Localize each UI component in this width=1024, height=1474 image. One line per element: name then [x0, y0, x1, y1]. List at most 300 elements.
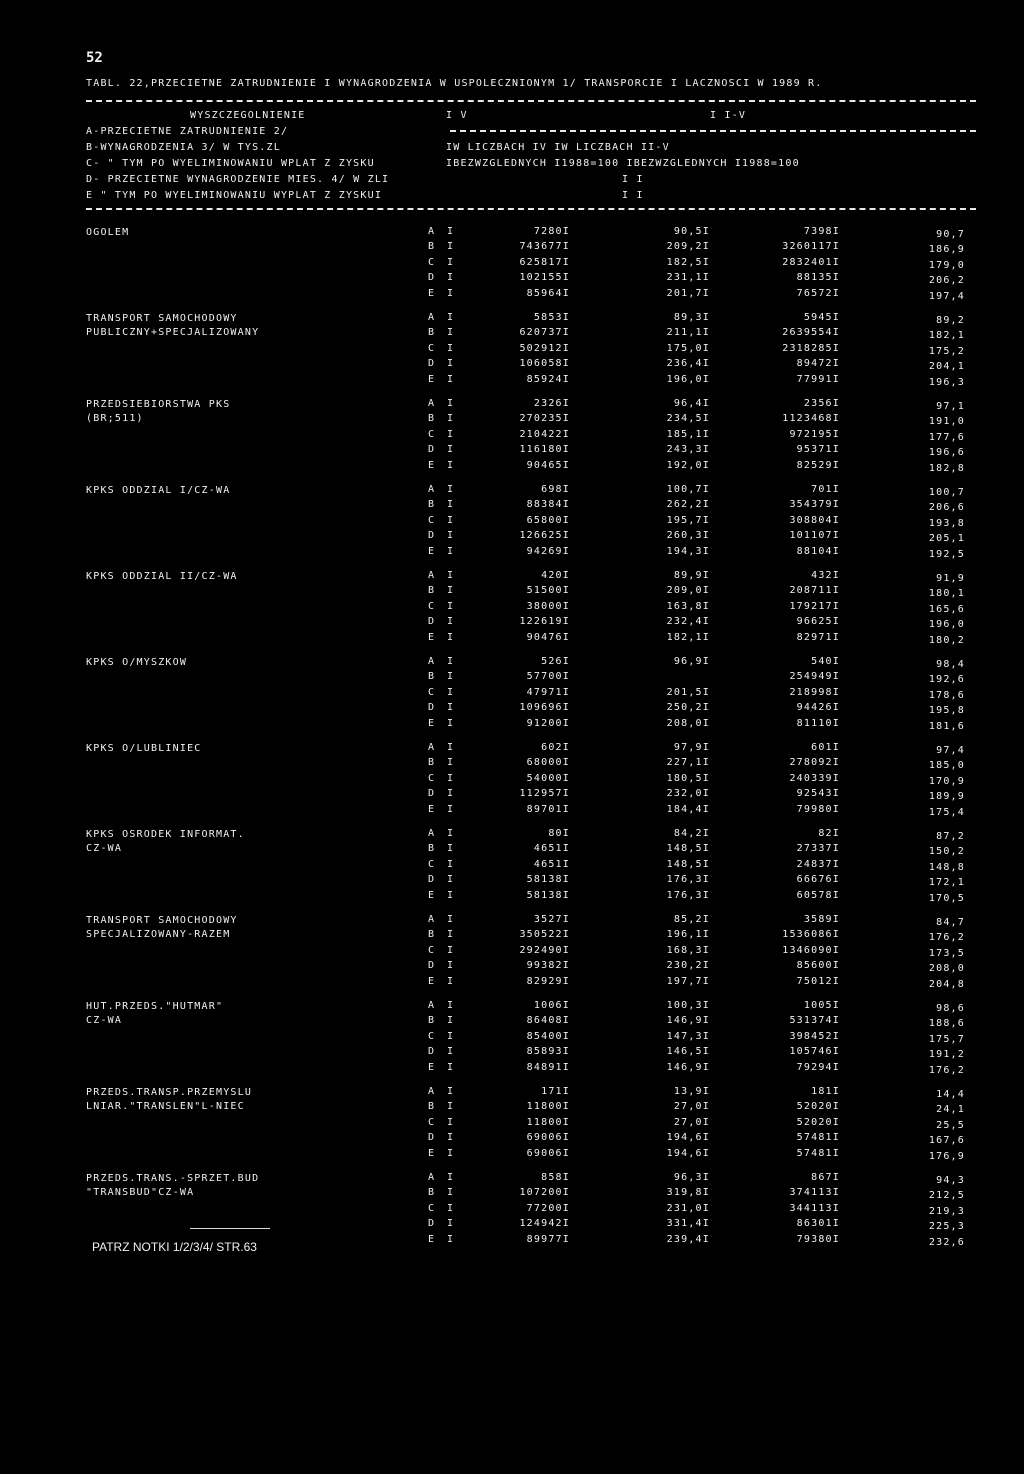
table-cell: 24837I — [796, 858, 840, 870]
table-cell: 94269I — [526, 545, 570, 557]
table-cell: 196,6 — [928, 447, 965, 459]
column-separator: I — [447, 828, 455, 839]
table-cell: 193,8 — [928, 517, 965, 529]
row-label: A — [428, 828, 436, 839]
table-cell: 124942I — [519, 1218, 570, 1230]
column-separator: I — [447, 484, 455, 495]
table-cell: 146,9I — [666, 1015, 710, 1027]
row-label: B — [428, 1187, 436, 1199]
table-cell: 1123468I — [782, 413, 840, 425]
table-cell: 25,5 — [936, 1119, 965, 1131]
table-cell: 197,7I — [666, 975, 710, 987]
table-cell: 331,4I — [666, 1218, 710, 1230]
table-cell: 14,4 — [936, 1089, 965, 1100]
table-cell: 211,1I — [666, 327, 710, 339]
column-separator: I — [447, 1046, 455, 1058]
row-label: D — [428, 1132, 436, 1144]
table-cell: 80I — [548, 828, 570, 839]
column-separator: I — [447, 241, 455, 253]
table-cell: 185,0 — [928, 760, 965, 772]
table-cell: 502912I — [519, 342, 570, 354]
table-cell: 4651I — [533, 858, 570, 870]
table-cell: 218998I — [789, 686, 840, 698]
row-label: A — [428, 398, 436, 409]
table-cell: 75012I — [796, 975, 840, 987]
row-label: D — [428, 1218, 436, 1230]
table-cell: 146,9I — [666, 1061, 710, 1073]
column-separator: I — [447, 499, 455, 511]
row-label: D — [428, 1046, 436, 1058]
row-label: B — [428, 499, 436, 511]
table-cell: 5853I — [533, 312, 570, 323]
row-label: C — [428, 256, 436, 268]
section-name: TRANSPORT SAMOCHODOWY PUBLICZNY+SPECJALIZOWANY — [86, 313, 260, 338]
row-label: E — [428, 373, 436, 385]
column-separator: I — [447, 312, 455, 323]
row-label: D — [428, 272, 436, 284]
section-name: KPKS ODDZIAL II/CZ-WA — [86, 571, 238, 582]
row-label: E — [428, 545, 436, 557]
row-label: A — [428, 742, 436, 753]
column-separator: I — [447, 960, 455, 972]
table-cell: 13,9I — [673, 1086, 710, 1097]
column-separator: I — [447, 545, 455, 557]
table-cell: 175,0I — [666, 342, 710, 354]
header-col-v: I V — [446, 110, 468, 121]
column-separator: I — [447, 459, 455, 471]
table-cell: 163,8I — [666, 600, 710, 612]
table-cell: 194,3I — [666, 545, 710, 557]
table-cell: 89472I — [796, 358, 840, 370]
table-cell: 208,0 — [928, 963, 965, 975]
table-cell: 176,2 — [928, 932, 965, 944]
table-cell: 3260117I — [782, 241, 840, 253]
table-cell: 147,3I — [666, 1030, 710, 1042]
column-separator: I — [447, 616, 455, 628]
table-cell: 100,7I — [666, 484, 710, 495]
row-label: B — [428, 757, 436, 769]
table-cell: 192,6 — [928, 674, 965, 686]
table-cell: 105746I — [789, 1046, 840, 1058]
table-cell: 3527I — [533, 914, 570, 925]
table-title: TABL. 22,PRZECIETNE ZATRUDNIENIE I WYNAGRODZENIA W USPOLECZNIONYM 1/ TRANSPORCIE I LACZNOSCI W 1989 R. — [86, 78, 823, 89]
table-cell: 181I — [811, 1086, 840, 1097]
table-cell: 176,3I — [666, 889, 710, 901]
column-separator: I — [447, 975, 455, 987]
column-separator: I — [447, 1101, 455, 1113]
table-cell: 234,5I — [666, 413, 710, 425]
table-cell: 182,5I — [666, 256, 710, 268]
row-label: B — [428, 929, 436, 941]
table-cell: 116180I — [519, 444, 570, 456]
section-name: KPKS O/MYSZKOW — [86, 657, 188, 668]
table-cell: 88104I — [796, 545, 840, 557]
table-cell: 208711I — [789, 585, 840, 597]
row-label: C — [428, 600, 436, 612]
table-cell: 170,5 — [928, 892, 965, 904]
row-label: C — [428, 858, 436, 870]
column-separator: I — [447, 1030, 455, 1042]
header-d-right: I I — [622, 174, 644, 185]
table-cell: 231,1I — [666, 272, 710, 284]
table-cell: 432I — [811, 570, 840, 581]
table-cell: 165,6 — [928, 603, 965, 615]
table-cell: 208,0I — [666, 717, 710, 729]
table-cell: 96,3I — [673, 1172, 710, 1183]
table-cell: 168,3I — [666, 944, 710, 956]
table-cell: 398452I — [789, 1030, 840, 1042]
column-separator: I — [447, 631, 455, 643]
row-label: A — [428, 914, 436, 925]
header-b-right: IW LICZBACH IV IW LICZBACH II-V — [446, 142, 670, 153]
row-label: C — [428, 772, 436, 784]
table-cell: 96625I — [796, 616, 840, 628]
table-cell: 178,6 — [928, 689, 965, 701]
column-separator: I — [447, 327, 455, 339]
column-separator: I — [447, 914, 455, 925]
table-cell: 698I — [541, 484, 570, 495]
table-cell: 209,2I — [666, 241, 710, 253]
table-cell: 194,6I — [666, 1147, 710, 1159]
table-cell: 52020I — [796, 1116, 840, 1128]
row-label: D — [428, 358, 436, 370]
column-separator: I — [447, 717, 455, 729]
column-separator: I — [447, 702, 455, 714]
row-label: E — [428, 1061, 436, 1073]
row-label: A — [428, 570, 436, 581]
section-name: KPKS O/LUBLINIEC — [86, 743, 202, 754]
table-cell: 86301I — [796, 1218, 840, 1230]
row-label: B — [428, 1101, 436, 1113]
table-cell: 96,9I — [673, 656, 710, 667]
table-cell: 625817I — [519, 256, 570, 268]
table-cell: 69006I — [526, 1147, 570, 1159]
column-separator: I — [447, 226, 455, 237]
table-cell: 81110I — [796, 717, 840, 729]
column-separator: I — [447, 772, 455, 784]
table-cell: 79980I — [796, 803, 840, 815]
column-separator: I — [447, 1116, 455, 1128]
table-cell: 87,2 — [936, 831, 965, 842]
table-cell: 100,3I — [666, 1000, 710, 1011]
table-cell: 79380I — [796, 1233, 840, 1245]
table-cell: 180,1 — [928, 588, 965, 600]
table-cell: 57700I — [526, 671, 570, 683]
table-cell: 102155I — [519, 272, 570, 284]
footnote: PATRZ NOTKI 1/2/3/4/ STR.63 — [92, 1240, 257, 1254]
table-cell: 96,4I — [673, 398, 710, 409]
table-cell: 3589I — [803, 914, 840, 925]
table-cell: 85400I — [526, 1030, 570, 1042]
table-cell: 76572I — [796, 287, 840, 299]
column-separator: I — [447, 600, 455, 612]
table-cell: 150,2 — [928, 846, 965, 858]
section-name: PRZEDS.TRANS.-SPRZET.BUD "TRANSBUD"CZ-WA — [86, 1173, 260, 1198]
table-cell: 173,5 — [928, 947, 965, 959]
table-cell: 91,9 — [936, 573, 965, 584]
row-label: B — [428, 327, 436, 339]
row-label: D — [428, 960, 436, 972]
divider — [86, 208, 976, 210]
table-cell: 97,1 — [936, 401, 965, 412]
header-a: A-PRZECIETNE ZATRUDNIENIE 2/ — [86, 126, 289, 137]
row-label: E — [428, 631, 436, 643]
table-cell: 225,3 — [928, 1221, 965, 1233]
table-cell: 90,5I — [673, 226, 710, 237]
row-label: A — [428, 226, 436, 237]
table-cell: 2356I — [803, 398, 840, 409]
column-separator: I — [447, 671, 455, 683]
table-cell: 82971I — [796, 631, 840, 643]
table-cell: 122619I — [519, 616, 570, 628]
column-separator: I — [447, 358, 455, 370]
column-separator: I — [447, 342, 455, 354]
table-cell: 182,8 — [928, 462, 965, 474]
table-cell: 11800I — [526, 1116, 570, 1128]
section-name: PRZEDS.TRANSP.PRZEMYSLU LNIAR."TRANSLEN"L-NIEC — [86, 1087, 253, 1112]
table-cell: 182,1I — [666, 631, 710, 643]
column-separator: I — [447, 686, 455, 698]
column-separator: I — [447, 1233, 455, 1245]
table-cell: 100,7 — [928, 487, 965, 498]
table-cell: 205,1 — [928, 533, 965, 545]
table-cell: 84891I — [526, 1061, 570, 1073]
table-cell: 88384I — [526, 499, 570, 511]
table-cell: 97,9I — [673, 742, 710, 753]
table-cell: 98,4 — [936, 659, 965, 670]
table-cell: 204,1 — [928, 361, 965, 373]
column-separator: I — [447, 444, 455, 456]
row-label: A — [428, 312, 436, 323]
column-separator: I — [447, 1015, 455, 1027]
table-cell: 65800I — [526, 514, 570, 526]
table-cell: 1346090I — [782, 944, 840, 956]
row-label: E — [428, 287, 436, 299]
table-cell: 112957I — [519, 788, 570, 800]
column-separator: I — [447, 398, 455, 409]
table-cell: 231,0I — [666, 1202, 710, 1214]
section-name: HUT.PRZEDS."HUTMAR" CZ-WA — [86, 1001, 224, 1026]
table-cell: 344113I — [789, 1202, 840, 1214]
row-label: C — [428, 1202, 436, 1214]
column-separator: I — [447, 874, 455, 886]
table-cell: 210422I — [519, 428, 570, 440]
table-cell: 175,7 — [928, 1033, 965, 1045]
table-cell: 92543I — [796, 788, 840, 800]
column-separator: I — [447, 889, 455, 901]
table-cell: 7280I — [533, 226, 570, 237]
row-label: C — [428, 1030, 436, 1042]
column-separator: I — [447, 929, 455, 941]
table-cell: 260,3I — [666, 530, 710, 542]
divider — [190, 1228, 270, 1229]
table-cell: 172,1 — [928, 877, 965, 889]
row-label: A — [428, 1172, 436, 1183]
table-cell: 27,0I — [673, 1116, 710, 1128]
table-cell: 27,0I — [673, 1101, 710, 1113]
table-cell: 85924I — [526, 373, 570, 385]
table-cell: 602I — [541, 742, 570, 753]
table-cell: 232,4I — [666, 616, 710, 628]
section-name: OGOLEM — [86, 227, 130, 238]
table-cell: 189,9 — [928, 791, 965, 803]
column-separator: I — [447, 843, 455, 855]
row-label: B — [428, 585, 436, 597]
table-cell: 196,3 — [928, 376, 965, 388]
row-label: A — [428, 1086, 436, 1097]
table-cell: 206,2 — [928, 275, 965, 287]
table-cell: 99382I — [526, 960, 570, 972]
table-cell: 97,4 — [936, 745, 965, 756]
table-cell: 58138I — [526, 889, 570, 901]
table-cell: 85893I — [526, 1046, 570, 1058]
table-cell: 701I — [811, 484, 840, 495]
table-cell: 85600I — [796, 960, 840, 972]
table-cell: 107200I — [519, 1187, 570, 1199]
table-cell: 170,9 — [928, 775, 965, 787]
column-separator: I — [447, 742, 455, 753]
header-c-right: IBEZWZGLEDNYCH I1988=100 IBEZWZGLEDNYCH I1988=100 — [446, 158, 800, 169]
table-cell: 4651I — [533, 843, 570, 855]
table-cell: 219,3 — [928, 1205, 965, 1217]
column-separator: I — [447, 944, 455, 956]
table-cell: 24,1 — [936, 1104, 965, 1116]
section-name: PRZEDSIEBIORSTWA PKS (BR;511) — [86, 399, 231, 424]
table-cell: 82529I — [796, 459, 840, 471]
row-label: D — [428, 874, 436, 886]
table-cell: 230,2I — [666, 960, 710, 972]
row-label: B — [428, 843, 436, 855]
table-cell: 89,2 — [936, 315, 965, 326]
column-separator: I — [447, 570, 455, 581]
column-separator: I — [447, 272, 455, 284]
table-cell: 179217I — [789, 600, 840, 612]
column-separator: I — [447, 788, 455, 800]
row-label: B — [428, 241, 436, 253]
table-cell: 89977I — [526, 1233, 570, 1245]
table-cell: 176,3I — [666, 874, 710, 886]
table-cell: 192,0I — [666, 459, 710, 471]
table-cell: 180,2 — [928, 634, 965, 646]
table-cell: 69006I — [526, 1132, 570, 1144]
column-separator: I — [447, 256, 455, 268]
row-label: C — [428, 686, 436, 698]
table-cell: 2318285I — [782, 342, 840, 354]
table-cell: 243,3I — [666, 444, 710, 456]
table-cell: 1006I — [533, 1000, 570, 1011]
header-col-iv: I I-V — [710, 110, 747, 121]
table-cell: 308804I — [789, 514, 840, 526]
row-label: E — [428, 1147, 436, 1159]
table-cell: 89701I — [526, 803, 570, 815]
table-cell: 526I — [541, 656, 570, 667]
table-cell: 146,5I — [666, 1046, 710, 1058]
table-cell: 90,7 — [936, 229, 965, 240]
table-cell: 185,1I — [666, 428, 710, 440]
table-cell: 197,4 — [928, 290, 965, 302]
table-cell: 1005I — [803, 1000, 840, 1011]
table-cell: 540I — [811, 656, 840, 667]
column-separator: I — [447, 1187, 455, 1199]
table-cell: 90465I — [526, 459, 570, 471]
column-separator: I — [447, 413, 455, 425]
table-cell: 374113I — [789, 1187, 840, 1199]
table-cell: 196,1I — [666, 929, 710, 941]
table-cell: 171I — [541, 1086, 570, 1097]
table-cell: 82929I — [526, 975, 570, 987]
row-label: E — [428, 717, 436, 729]
header-wyszczegolnienie: WYSZCZEGOLNIENIE — [190, 110, 306, 121]
table-cell: 184,4I — [666, 803, 710, 815]
table-cell: 66676I — [796, 874, 840, 886]
column-separator: I — [447, 287, 455, 299]
table-cell: 85964I — [526, 287, 570, 299]
column-separator: I — [447, 585, 455, 597]
table-cell: 57481I — [796, 1132, 840, 1144]
row-label: E — [428, 1233, 436, 1245]
table-cell: 232,0I — [666, 788, 710, 800]
row-label: E — [428, 889, 436, 901]
table-cell: 94,3 — [936, 1175, 965, 1186]
divider — [86, 100, 976, 102]
row-label: C — [428, 1116, 436, 1128]
table-cell: 1536086I — [782, 929, 840, 941]
table-cell: 126625I — [519, 530, 570, 542]
table-cell: 148,5I — [666, 858, 710, 870]
table-cell: 250,2I — [666, 702, 710, 714]
table-cell: 196,0 — [928, 619, 965, 631]
divider — [450, 130, 976, 132]
row-label: B — [428, 413, 436, 425]
table-cell: 186,9 — [928, 244, 965, 256]
table-cell: 89,3I — [673, 312, 710, 323]
column-separator: I — [447, 1086, 455, 1097]
table-cell: 98,6 — [936, 1003, 965, 1014]
table-cell: 95371I — [796, 444, 840, 456]
table-cell: 181,6 — [928, 720, 965, 732]
table-cell: 11800I — [526, 1101, 570, 1113]
table-cell: 201,5I — [666, 686, 710, 698]
table-cell: 867I — [811, 1172, 840, 1183]
column-separator: I — [447, 373, 455, 385]
table-cell: 601I — [811, 742, 840, 753]
table-cell: 27337I — [796, 843, 840, 855]
table-cell: 180,5I — [666, 772, 710, 784]
column-separator: I — [447, 1147, 455, 1159]
column-separator: I — [447, 858, 455, 870]
table-cell: 236,4I — [666, 358, 710, 370]
table-cell: 60578I — [796, 889, 840, 901]
table-cell: 51500I — [526, 585, 570, 597]
column-separator: I — [447, 757, 455, 769]
table-cell: 177,6 — [928, 431, 965, 443]
header-d: D- PRZECIETNE WYNAGRODZENIE MIES. 4/ W ZLI — [86, 174, 390, 185]
table-cell: 620737I — [519, 327, 570, 339]
column-separator: I — [447, 1218, 455, 1230]
column-separator: I — [447, 428, 455, 440]
table-cell: 240339I — [789, 772, 840, 784]
table-cell: 179,0 — [928, 259, 965, 271]
table-cell: 167,6 — [928, 1135, 965, 1147]
table-cell: 212,5 — [928, 1190, 965, 1202]
column-separator: I — [447, 1202, 455, 1214]
table-cell: 148,5I — [666, 843, 710, 855]
table-cell: 58138I — [526, 874, 570, 886]
table-cell: 420I — [541, 570, 570, 581]
table-cell: 68000I — [526, 757, 570, 769]
table-cell: 743677I — [519, 241, 570, 253]
row-label: C — [428, 428, 436, 440]
